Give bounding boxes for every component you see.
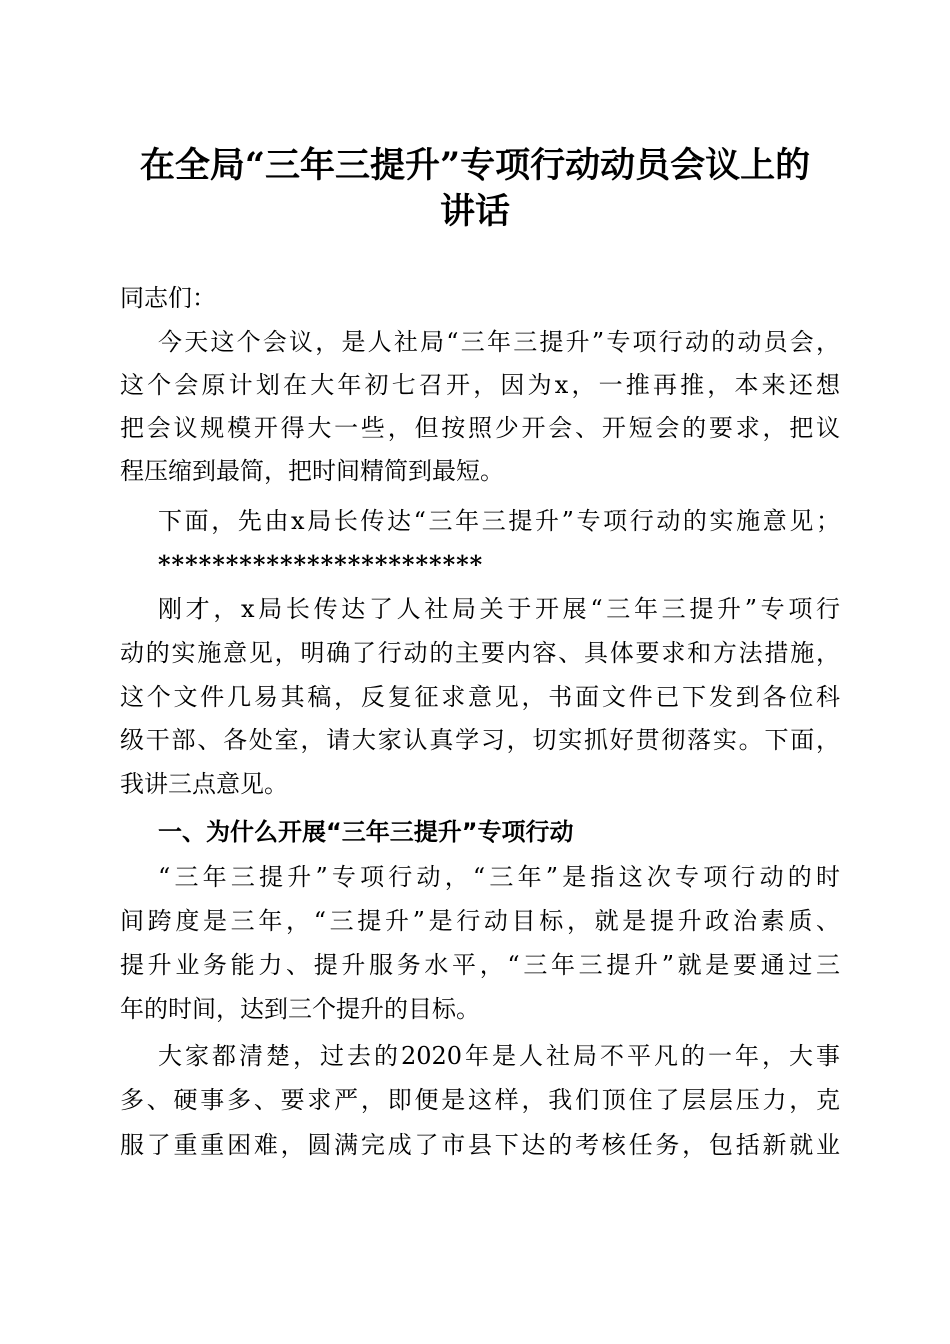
paragraph-line: 刚才，x局长传达了人社局关于开展“三年三提升”专项行 [158, 595, 840, 623]
paragraph-line: 间跨度是三年，“三提升”是行动目标，就是提升政治素质、 [120, 907, 840, 935]
separator-stars: ************************ [158, 550, 484, 579]
paragraph-line: 年的时间，达到三个提升的目标。 [120, 995, 480, 1023]
paragraph-line: 程压缩到最简，把时间精简到最短。 [120, 457, 504, 485]
paragraph-line: 下面，先由x局长传达“三年三提升”专项行动的实施意见； [158, 507, 840, 535]
paragraph-line: 这个会原计划在大年初七召开，因为x，一推再推，本来还想 [120, 371, 840, 399]
paragraph-line: “三年三提升”专项行动，“三年”是指这次专项行动的时 [158, 863, 840, 891]
paragraph-line: 今天这个会议，是人社局“三年三提升”专项行动的动员会， [158, 328, 840, 356]
paragraph-line: 提升业务能力、提升服务水平，“三年三提升”就是要通过三 [120, 951, 840, 979]
paragraph-line: 我讲三点意见。 [120, 770, 288, 798]
paragraph-line: 这个文件几易其稿，反复征求意见，书面文件已下发到各位科 [120, 683, 840, 711]
salutation: 同志们： [120, 284, 216, 312]
paragraph-line: 动的实施意见，明确了行动的主要内容、具体要求和方法措施， [120, 639, 840, 667]
document-title-line-1: 在全局“三年三提升”专项行动动员会议上的 [139, 145, 811, 186]
document-title-line-2: 讲话 [439, 191, 510, 232]
paragraph-line: 把会议规模开得大一些，但按照少开会、开短会的要求，把议 [120, 414, 840, 442]
paragraph-line: 多、硬事多、要求严，即便是这样，我们顶住了层层压力，克 [120, 1086, 840, 1114]
section-heading: 一、为什么开展“三年三提升”专项行动 [158, 818, 574, 846]
paragraph-line: 级干部、各处室，请大家认真学习，切实抓好贯彻落实。下面， [120, 726, 840, 754]
paragraph-line: 大家都清楚，过去的2020年是人社局不平凡的一年，大事 [158, 1042, 840, 1070]
paragraph-line: 服了重重困难，圆满完成了市县下达的考核任务，包括新就业 [120, 1131, 840, 1159]
